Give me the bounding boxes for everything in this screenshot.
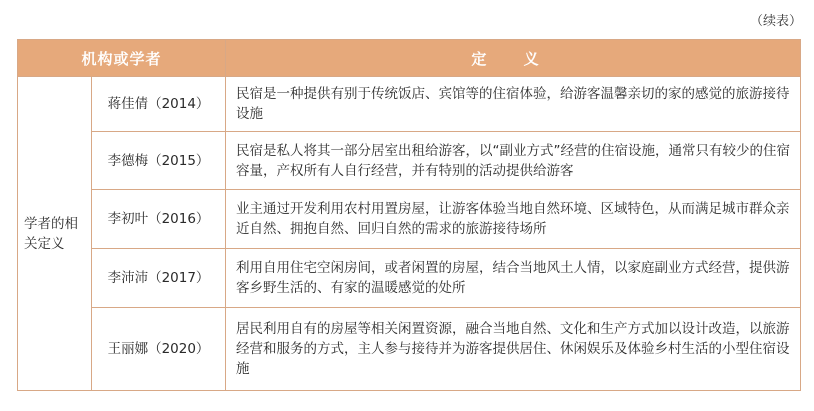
definition-cell: 居民利用自有的房屋等相关闲置资源，融合当地自然、文化和生产方式加以设计改造，以旅游经营和服务的方式，主人参与接待并为游客提供居住、休闲娱乐及体验乡村生活的小型住宿设施 [226, 308, 801, 391]
institution-column-header: 机构或学者 [18, 40, 226, 77]
table-row [18, 249, 801, 308]
table-row [18, 190, 801, 249]
group-label: 学者的相关定义 [18, 77, 92, 391]
definition-cell: 民宿是一种提供有别于传统饭店、宾馆等的住宿体验，给游客温馨亲切的家的感觉的旅游接待设施 [226, 77, 801, 132]
table-header-row [18, 40, 801, 77]
scholar-cell: 李沛沛（2017） [92, 249, 226, 308]
definition-column-header: 定 义 [226, 40, 801, 77]
table-row [18, 77, 801, 132]
definition-table [17, 39, 801, 391]
continued-label: （续表） [749, 14, 802, 29]
scholar-cell: 李德梅（2015） [92, 132, 226, 190]
scholar-cell: 王丽娜（2020） [92, 308, 226, 391]
table-row [18, 132, 801, 190]
definition-cell: 利用自用住宅空闲房间，或者闲置的房屋，结合当地风土人情，以家庭副业方式经营，提供游客乡野生活的、有家的温暖感觉的处所 [226, 249, 801, 308]
definition-cell: 民宿是私人将其一部分居室出租给游客，以“副业方式”经营的住宿设施，通常只有较少的住宿容量，产权所有人自行经营，并有特别的活动提供给游客 [226, 132, 801, 190]
definition-cell: 业主通过开发利用农村用置房屋，让游客体验当地自然环境、区域特色，从而满足城市群众亲近自然、拥抱自然、回归自然的需求的旅游接待场所 [226, 190, 801, 249]
table-row [18, 308, 801, 391]
scholar-cell: 蒋佳倩（2014） [92, 77, 226, 132]
scholar-cell: 李初叶（2016） [92, 190, 226, 249]
